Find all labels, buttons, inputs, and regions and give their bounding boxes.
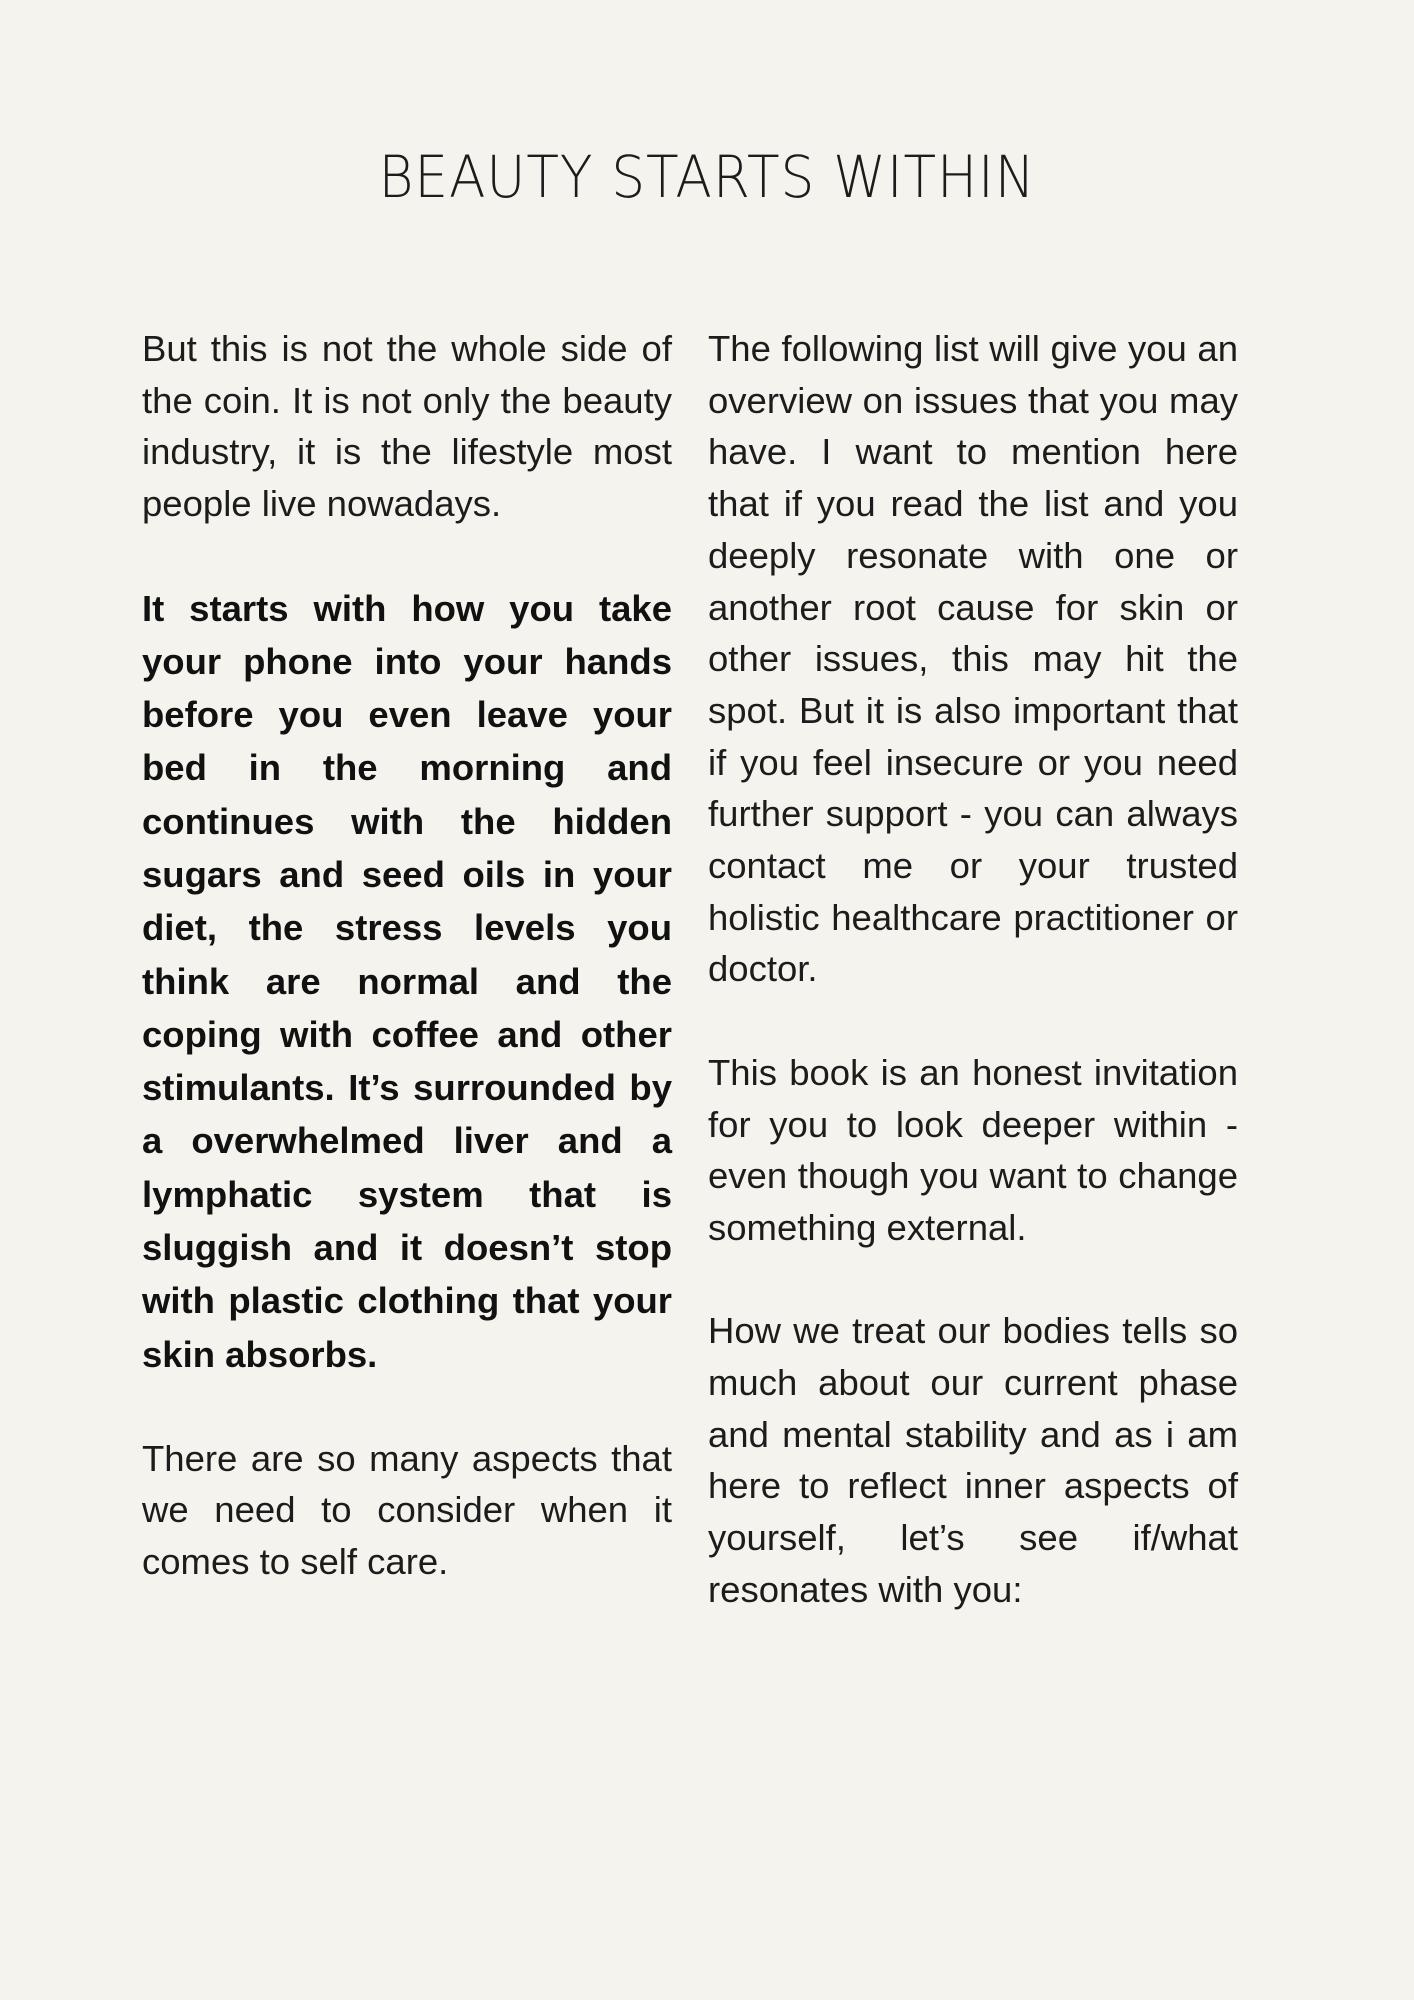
right-column [708, 323, 1238, 1667]
page-title: BEAUTY STARTS WITHIN [378, 143, 1036, 211]
left-paragraph-2-bold: It starts with how you take your phone into your hands before you even leave your bed in the morning and continues with the hidden sugars and seed oils in your diet, the stress levels you think are normal and the coping with coffee and other stimulants. It’s surrounded by a overwhelmed liver and a lymphatic system that is sluggish and it doesn’t stop with plastic clothing that your skin absorbs. [142, 587, 672, 1375]
right-paragraph-3: How we treat our bodies tells so much about our current phase and mental stability and as i am here to reflect inner aspects of yourself, let’s see if/what resonates with you: [708, 1310, 1238, 1610]
left-paragraph-1: But this is not the whole side of the coin. It is not only the beauty industry, it is the lifestyle most people live nowadays. [142, 328, 672, 525]
left-paragraph-3: There are so many aspects that we need to consider when it comes to self care. [142, 1437, 672, 1583]
right-paragraph-2: This book is an honest invitation for you to look deeper within - even though you want to change something external. [708, 1051, 1238, 1248]
left-column [142, 323, 672, 1639]
right-paragraph-1: The following list will give you an overview on issues that you may have. I want to mention here that if you read the list and you deeply resonate with one or another root cause for skin or other issues, this may hit the spot. But it is also important that if you feel insecure or you need further support - you can always contact me or your trusted holistic healthcare practitioner or doctor. [708, 328, 1238, 990]
